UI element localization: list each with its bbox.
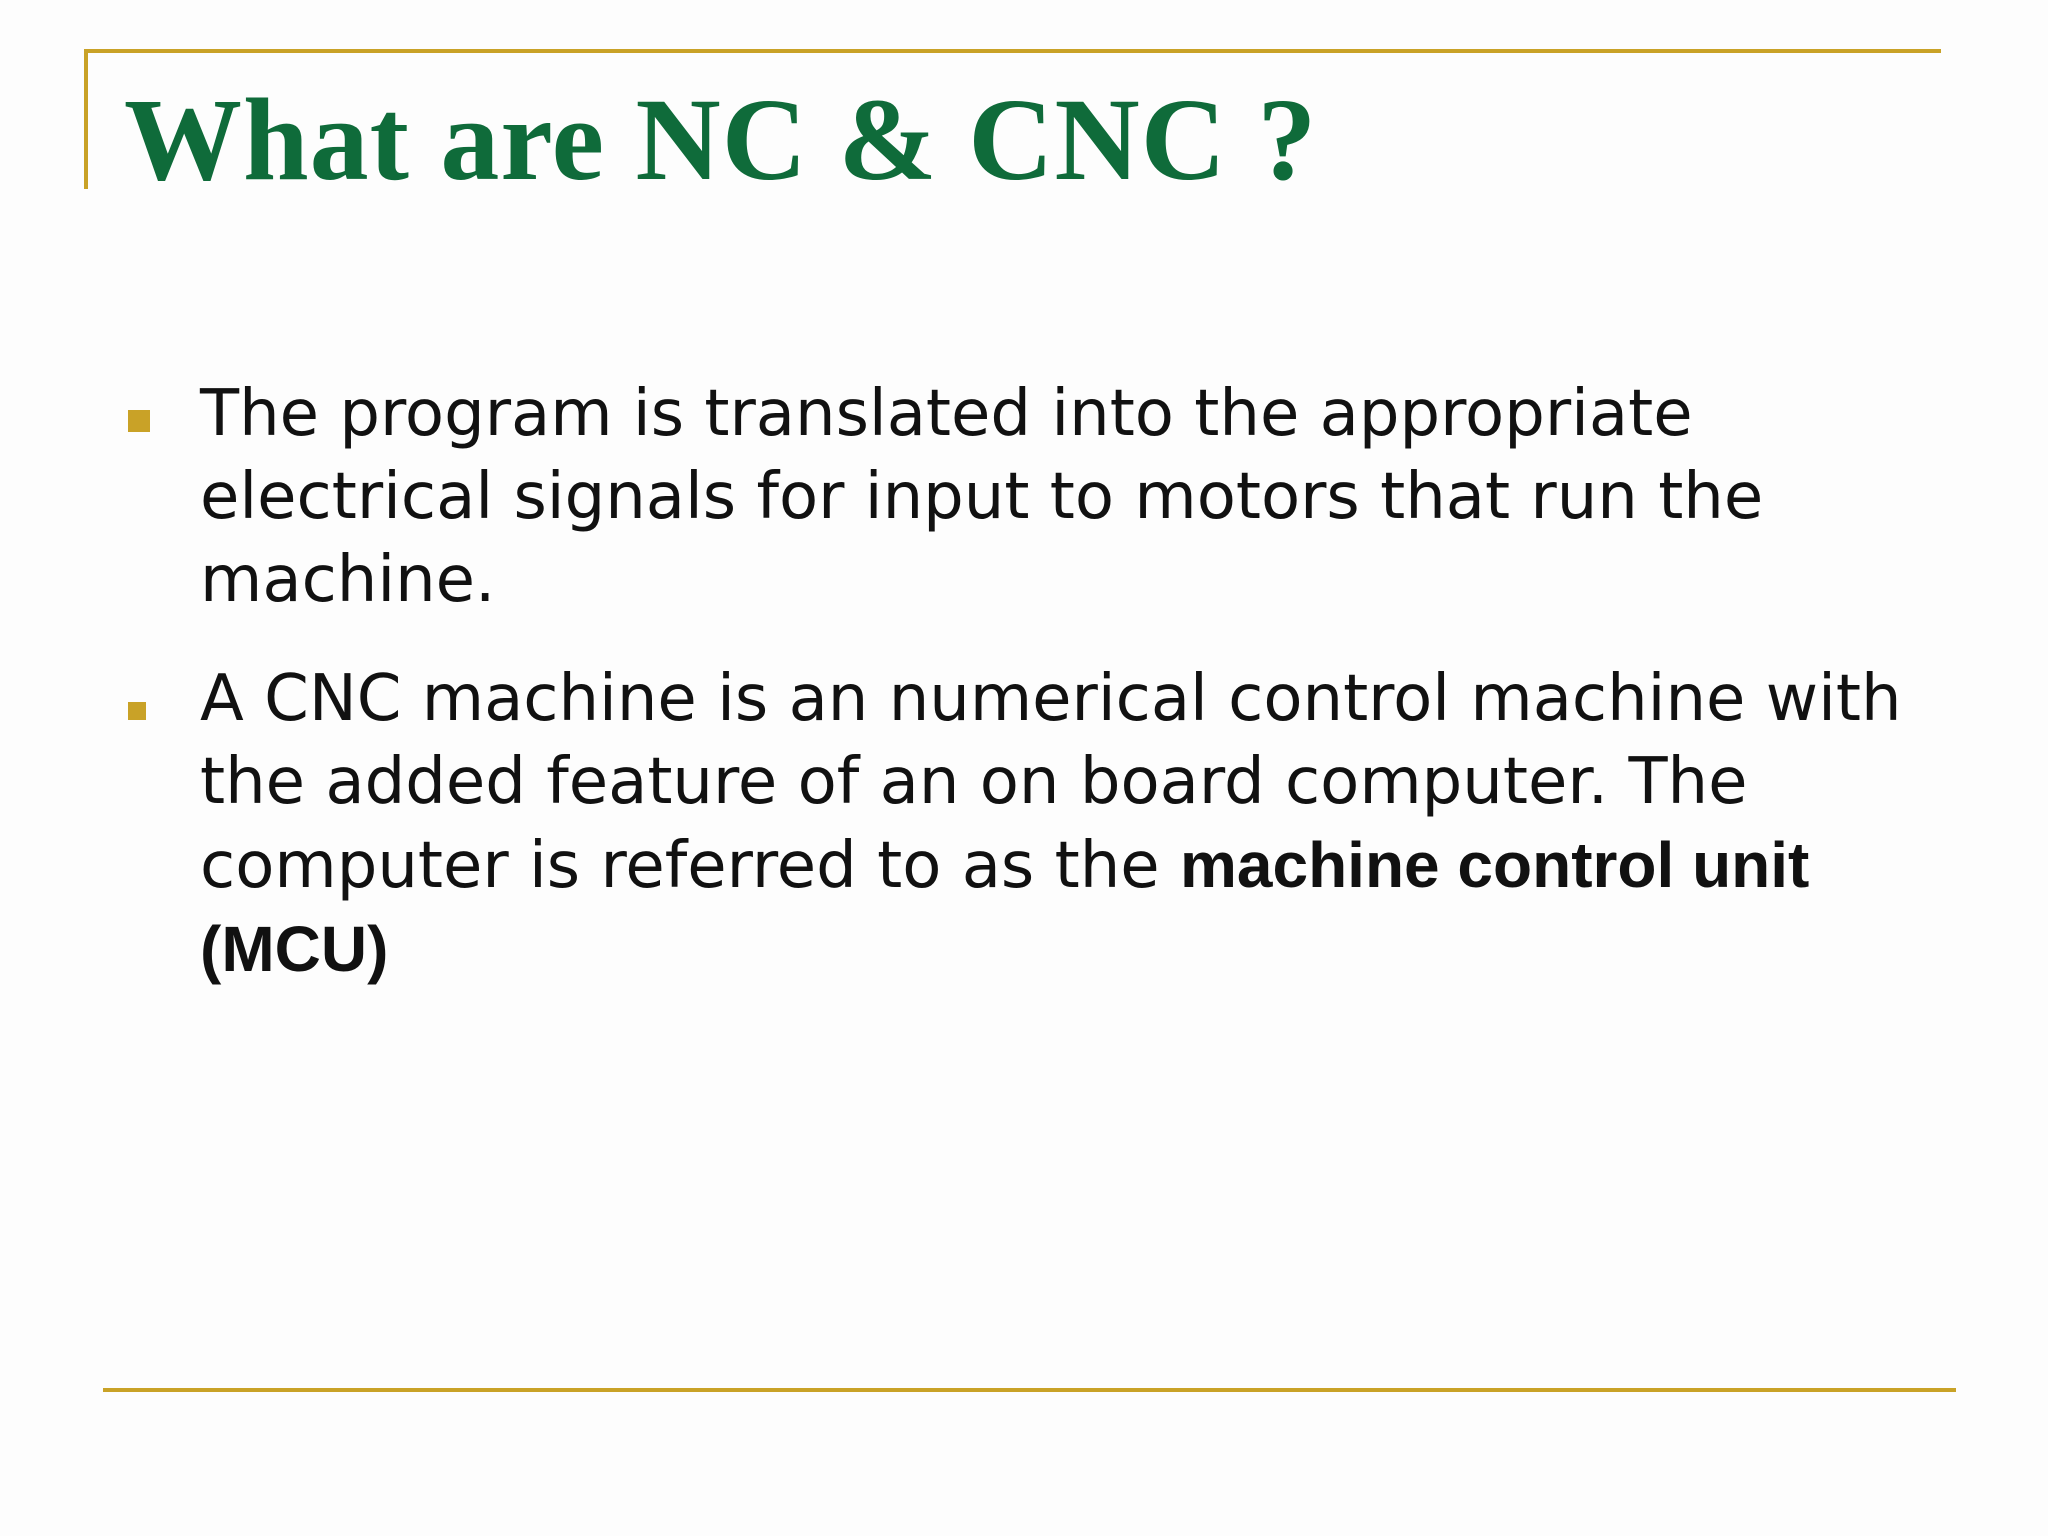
slide-title: What are NC & CNC ? — [124, 74, 1318, 205]
footer-rule — [103, 1388, 1956, 1392]
title-frame-left-rule — [84, 49, 88, 189]
bullet-text: The program is translated into the appropriate electrical signals for input to motors that run the machine. — [200, 377, 1764, 617]
bullet-text-lead: A CNC machine is an numerical control machine with the added feature of an on board computer. The computer is referred to as the — [200, 662, 1902, 903]
bullet-square-icon — [128, 702, 146, 720]
bullet-square-icon — [128, 410, 150, 432]
title-frame-top-rule — [84, 49, 1941, 53]
bullet-text — [200, 658, 1920, 992]
bullet-text-bold-term: machine control unit (MCU) — [200, 829, 1810, 985]
